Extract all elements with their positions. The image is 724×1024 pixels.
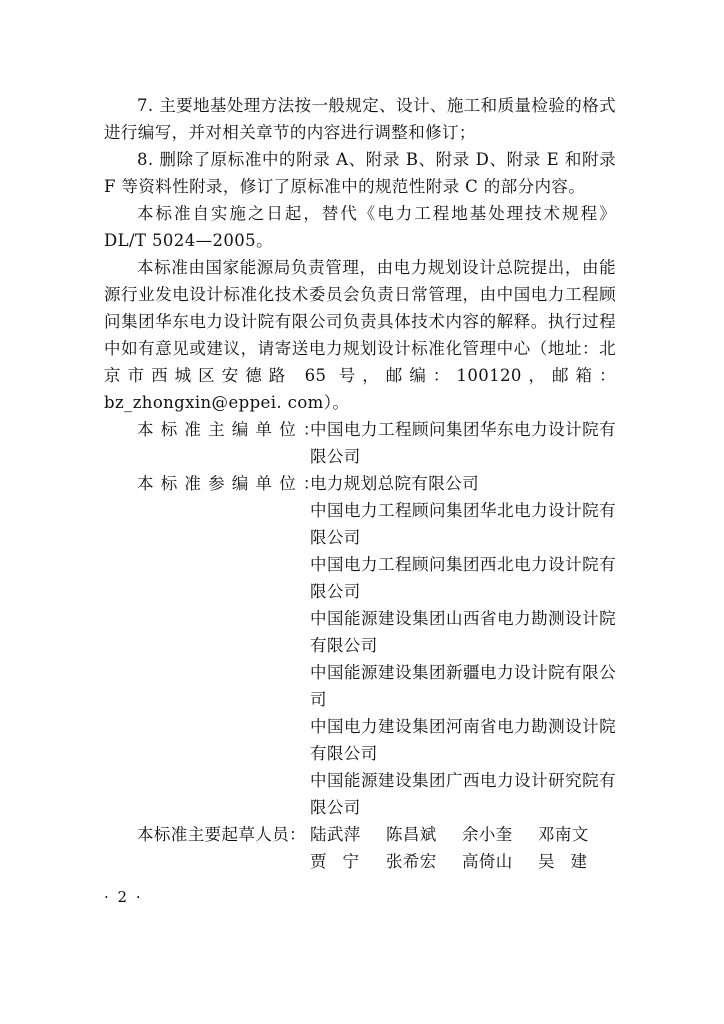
drafter-name: 张希宏 xyxy=(386,852,437,871)
participating-row xyxy=(104,470,616,821)
drafters-label: 本标准主要起草人员： xyxy=(137,825,306,844)
participating-label: 本标准参编单位： xyxy=(137,474,327,493)
participating-unit: 中国能源建设集团新疆电力设计院有限公司 xyxy=(310,663,616,709)
page-number: · 2 · xyxy=(104,888,143,906)
chief-editor-unit: 中国电力工程顾问集团华东电力设计院有限公司 xyxy=(310,420,616,466)
drafters-names xyxy=(310,821,616,875)
participating-unit: 中国电力工程顾问集团华北电力设计院有限公司 xyxy=(310,501,616,547)
participating-units xyxy=(310,470,616,821)
chief-editor-label: 本标准主编单位： xyxy=(137,420,327,439)
paragraph-item-8: 8. 删除了原标准中的附录 A、附录 B、附录 D、附录 E 和附录 F 等资料性附录，修订了原标准中的规范性附录 C 的部分内容。 xyxy=(104,150,616,196)
paragraph-replacement: 本标准自实施之日起，替代《电力工程地基处理技术规程》DL/T 5024—2005。 xyxy=(104,204,616,250)
drafter-name: 陈昌斌 xyxy=(386,825,437,844)
chief-editor-row xyxy=(104,416,616,470)
paragraph-item-7: 7. 主要地基处理方法按一般规定、设计、施工和质量检验的格式进行编写，并对相关章节的内容进行调整和修订； xyxy=(104,96,616,142)
participating-unit: 中国能源建设集团山西省电力勘测设计院有限公司 xyxy=(310,609,616,655)
document-body xyxy=(104,92,616,875)
drafter-name: 吴建 xyxy=(538,852,603,871)
drafter-name: 高倚山 xyxy=(462,852,513,871)
drafters-row xyxy=(104,821,616,875)
drafter-name: 陆武萍 xyxy=(310,825,361,844)
drafter-name: 邓南文 xyxy=(538,825,589,844)
participating-unit: 电力规划总院有限公司 xyxy=(310,474,479,493)
drafter-name: 余小奎 xyxy=(462,825,513,844)
participating-unit: 中国电力工程顾问集团西北电力设计院有限公司 xyxy=(310,555,616,601)
participating-unit: 中国能源建设集团广西电力设计研究院有限公司 xyxy=(310,771,616,817)
drafter-name: 贾宁 xyxy=(310,852,375,871)
paragraph-management: 本标准由国家能源局负责管理，由电力规划设计总院提出，由能源行业发电设计标准化技术委员会负责日常管理，由中国电力工程顾问集团华东电力设计院有限公司负责具体技术内容的解释。执行过程中如有意见或建议，请寄送电力规划设计标准化管理中心（地址：北京市西城区安德路 65 号，邮编：100120，邮箱：bz_zhongxin@eppei. com）。 xyxy=(104,258,616,412)
participating-unit: 中国电力建设集团河南省电力勘测设计院有限公司 xyxy=(310,717,616,763)
